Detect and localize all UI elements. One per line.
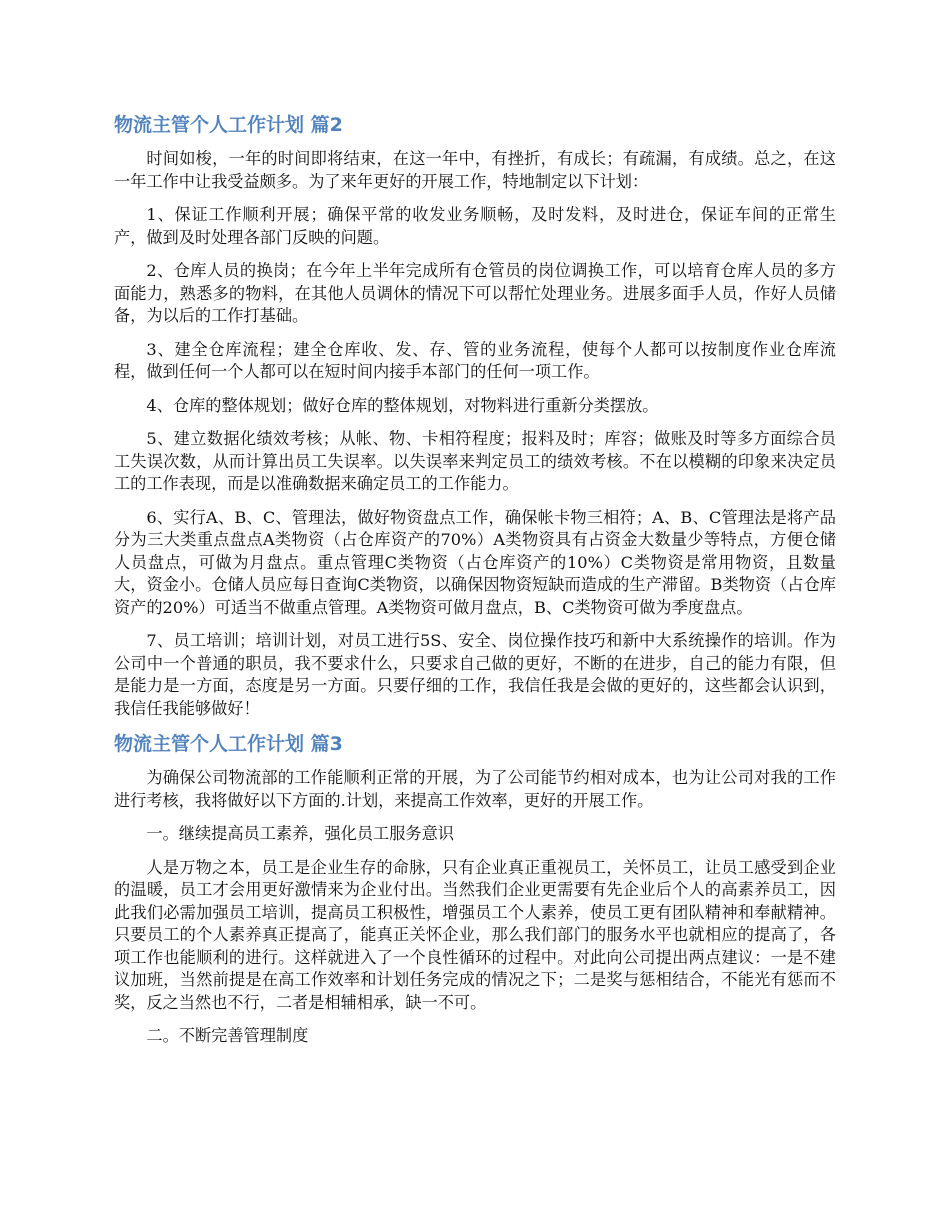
paragraph: 5、建立数据化绩效考核；从帐、物、卡相符程度；报料及时；库容；做账及时等多方面综合员工失误次数，从而计算出员工失误率。以失误率来判定员工的绩效考核。不在以模糊的印象来决定员工的工作表现，而是以准确数据来确定员工的工作能力。 <box>114 429 836 493</box>
section-heading: 物流主管个人工作计划 篇2 <box>114 114 343 136</box>
section-heading: 物流主管个人工作计划 篇3 <box>114 733 343 755</box>
paragraph: 为确保公司物流部的工作能顺利正常的开展，为了公司能节约相对成本，也为让公司对我的工作进行考核，我将做好以下方面的.计划，来提高工作效率，更好的开展工作。 <box>114 768 836 810</box>
plan-section-3 <box>114 731 836 1048</box>
paragraph: 4、仓库的整体规划；做好仓库的整体规划，对物料进行重新分类摆放。 <box>146 395 659 415</box>
paragraph: 3、建全仓库流程；建全仓库收、发、存、管的业务流程，使每个人都可以按制度作业仓库流程，做到任何一个人都可以在短时间内接手本部门的任何一项工作。 <box>114 339 836 381</box>
plan-section-2 <box>114 112 836 720</box>
paragraph: 2、仓库人员的换岗；在今年上半年完成所有仓管员的岗位调换工作，可以培育仓库人员的多方面能力，熟悉多的物料，在其他人员调休的情况下可以帮忙处理业务。进展多面手人员，作好人员储备，为以后的工作打基础。 <box>114 261 836 325</box>
paragraph: 1、保证工作顺利开展；确保平常的收发业务顺畅，及时发料，及时进仓，保证车间的正常生产，做到及时处理各部门反映的问题。 <box>114 205 836 247</box>
paragraph: 6、实行A、B、C、管理法，做好物资盘点工作，确保帐卡物三相符；A、B、C管理法是将产品分为三大类重点盘点A类物资（占仓库资产的70%）A类物资具有占资金大数量少等特点，方便仓储人员盘点，可做为月盘点。重点管理C类物资（占仓库资产的10%）C类物资是常用物资，且数量大，资金小。仓储人员应每日查询C类物资，以确保因物资短缺而造成的生产滞留。B类物资（占仓库资产的20%）可适当不做重点管理。A类物资可做月盘点，B、C类物资可做为季度盘点。 <box>114 507 836 617</box>
paragraph: 二。不断完善管理制度 <box>146 1026 309 1045</box>
paragraph: 一。继续提高员工素养，强化员工服务意识 <box>146 824 454 843</box>
paragraph: 时间如梭，一年的时间即将结束，在这一年中，有挫折，有成长；有疏漏，有成绩。总之，在这一年工作中让我受益颇多。为了来年更好的开展工作，特地制定以下计划： <box>114 149 836 191</box>
paragraph: 7、员工培训；培训计划，对员工进行5S、安全、岗位操作技巧和新中大系统操作的培训。作为公司中一个普通的职员，我不要求什么，只要求自己做的更好，不断的在进步，自己的能力有限，但是能力是一方面，态度是另一方面。只要仔细的工作，我信任我是会做的更好的，这些都会认识到，我信任我能够做好！ <box>114 631 836 718</box>
document-page <box>114 112 836 1059</box>
paragraph: 人是万物之本，员工是企业生存的命脉，只有企业真正重视员工，关怀员工，让员工感受到企业的温暖，员工才会用更好激情来为企业付出。当然我们企业更需要有先企业后个人的高素养员工，因此我们必需加强员工培训，提高员工积极性，增强员工个人素养，使员工更有团队精神和奉献精神。只要员工的个人素养真正提高了，能真正关怀企业，那么我们部门的服务水平也就相应的提高了，各项工作也能顺利的进行。这样就进入了一个良性循环的过程中。对此向公司提出两点建议：一是不建议加班，当然前提是在高工作效率和计划任务完成的情况之下；二是奖与惩相结合，不能光有惩而不奖，反之当然也不行，二者是相辅相承，缺一不可。 <box>114 857 836 1012</box>
